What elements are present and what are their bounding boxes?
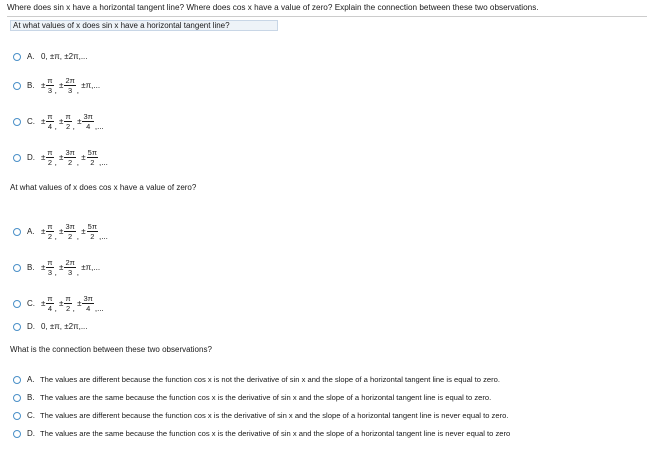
part2-option-b[interactable] xyxy=(13,258,100,277)
option-letter: C. xyxy=(27,117,35,126)
option-letter: A. xyxy=(27,52,35,61)
option-value: ± $\frac{\pi}{4}$ , ± $\frac{\pi}{2}$ , ± $\frac{3\pi}{4}$ ,... xyxy=(41,294,104,313)
part3-option-a[interactable] xyxy=(13,375,500,384)
radio-button[interactable] xyxy=(13,323,21,331)
option-value: ± $\frac{\pi}{3}$ , ± $\frac{2\pi}{3}$ , ±π,... xyxy=(41,76,101,95)
radio-button[interactable] xyxy=(13,430,21,438)
option-value: ± $\frac{\pi}{2}$ , ± $\frac{3\pi}{2}$ , ± $\frac{5\pi}{2}$ ,... xyxy=(41,222,108,241)
option-letter: B. xyxy=(27,81,35,90)
radio-button[interactable] xyxy=(13,412,21,420)
option-value: ± $\frac{\pi}{4}$ , ± $\frac{\pi}{2}$ , ± $\frac{3\pi}{4}$ ,... xyxy=(41,112,104,131)
option-text: The values are different because the function cos x is the derivative of sin x and the slope of a horizontal tangent line is never equal to zero. xyxy=(40,411,509,420)
radio-button[interactable] xyxy=(13,118,21,126)
question-header: Where does sin x have a horizontal tangent line? Where does cos x have a value of zero? Explain the connection between these two observations. xyxy=(7,3,539,12)
option-text: The values are different because the function cos x is not the derivative of sin x and the slope of a horizontal tangent line is equal to zero. xyxy=(40,375,500,384)
part2-option-d[interactable] xyxy=(13,322,88,331)
part3-prompt: What is the connection between these two observations? xyxy=(10,345,212,354)
option-letter: D. xyxy=(27,429,35,438)
part1-option-d[interactable] xyxy=(13,148,108,167)
part1-option-b[interactable] xyxy=(13,76,100,95)
radio-button[interactable] xyxy=(13,154,21,162)
header-divider xyxy=(7,16,647,17)
option-letter: C. xyxy=(27,411,35,420)
option-letter: A. xyxy=(27,375,35,384)
option-value: ± $\frac{\pi}{2}$ , ± $\frac{3\pi}{2}$ , ± $\frac{5\pi}{2}$ ,... xyxy=(41,148,108,167)
part3-option-d[interactable] xyxy=(13,429,510,438)
option-value: ± $\frac{\pi}{3}$ , ± $\frac{2\pi}{3}$ , ±π,... xyxy=(41,258,101,277)
option-letter: B. xyxy=(27,263,35,272)
option-value: 0, ±π, ±2π,... xyxy=(41,52,88,61)
option-letter: D. xyxy=(27,153,35,162)
part3-option-c[interactable] xyxy=(13,411,508,420)
part2-option-c[interactable] xyxy=(13,294,104,313)
radio-button[interactable] xyxy=(13,376,21,384)
radio-button[interactable] xyxy=(13,394,21,402)
part1-prompt: At what values of x does sin x have a horizontal tangent line? xyxy=(10,20,278,31)
part2-option-a[interactable] xyxy=(13,222,108,241)
option-text: The values are the same because the function cos x is the derivative of sin x and the slope of a horizontal tangent line is equal to zero. xyxy=(40,393,492,402)
part2-prompt: At what values of x does cos x have a value of zero? xyxy=(10,183,197,192)
part3-option-b[interactable] xyxy=(13,393,491,402)
radio-button[interactable] xyxy=(13,228,21,236)
option-letter: D. xyxy=(27,322,35,331)
option-letter: C. xyxy=(27,299,35,308)
radio-button[interactable] xyxy=(13,82,21,90)
part1-option-a[interactable] xyxy=(13,52,88,61)
radio-button[interactable] xyxy=(13,264,21,272)
option-letter: A. xyxy=(27,227,35,236)
option-value: 0, ±π, ±2π,... xyxy=(41,322,88,331)
part1-option-c[interactable] xyxy=(13,112,104,131)
radio-button[interactable] xyxy=(13,53,21,61)
option-text: The values are the same because the function cos x is the derivative of sin x and the slope of a horizontal tangent line is never equal to zero xyxy=(40,429,511,438)
radio-button[interactable] xyxy=(13,300,21,308)
option-letter: B. xyxy=(27,393,35,402)
